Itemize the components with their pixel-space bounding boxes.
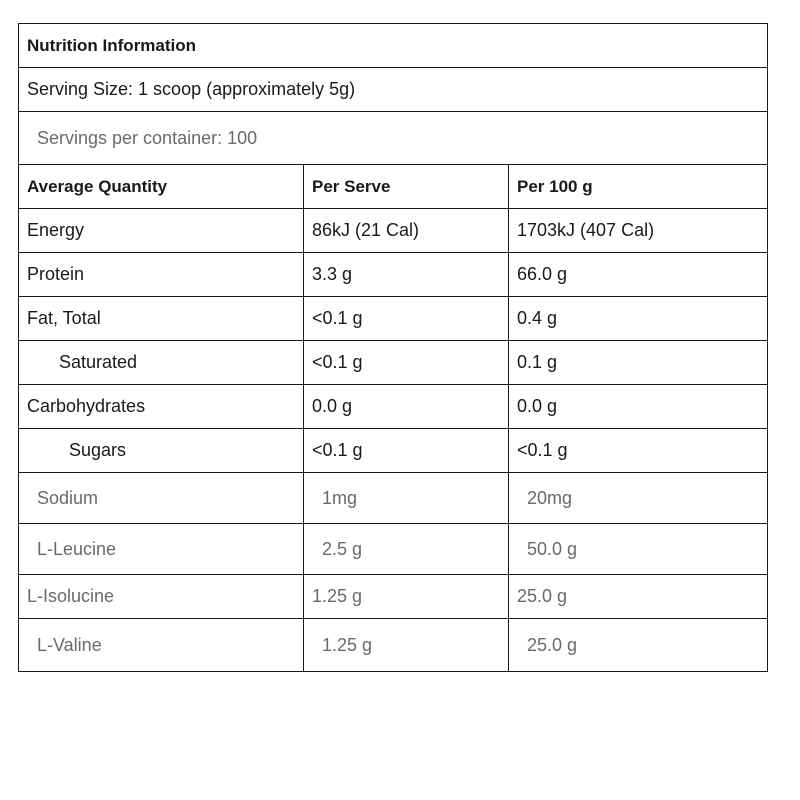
table-row (19, 253, 768, 297)
nutrient-name: Saturated (19, 341, 304, 385)
nutrient-name: Protein (19, 253, 304, 297)
per-serve-value: 2.5 g (304, 524, 509, 575)
nutrient-name: Energy (19, 209, 304, 253)
nutrient-name: L-Leucine (19, 524, 304, 575)
per-serve-value: 1.25 g (304, 619, 509, 672)
serving-size: Serving Size: 1 scoop (approximately 5g) (19, 68, 768, 112)
serving-size-row (19, 68, 768, 112)
table-row (19, 619, 768, 672)
per-serve-value: <0.1 g (304, 297, 509, 341)
nutrient-name: Sodium (19, 473, 304, 524)
servings-per-container-row (19, 112, 768, 165)
table-row (19, 385, 768, 429)
per-serve-value: 1mg (304, 473, 509, 524)
per-serve-value: <0.1 g (304, 429, 509, 473)
column-header-per-100g: Per 100 g (509, 165, 768, 209)
per-serve-value: 3.3 g (304, 253, 509, 297)
column-header-quantity: Average Quantity (19, 165, 304, 209)
nutrient-name: L-Valine (19, 619, 304, 672)
table-row (19, 524, 768, 575)
per-100g-value: 50.0 g (509, 524, 768, 575)
per-100g-value: 1703kJ (407 Cal) (509, 209, 768, 253)
nutrient-name: Fat, Total (19, 297, 304, 341)
table-row (19, 341, 768, 385)
table-title: Nutrition Information (19, 24, 768, 68)
table-row (19, 209, 768, 253)
servings-per-container: Servings per container: 100 (19, 112, 768, 165)
header-row (19, 165, 768, 209)
per-100g-value: 25.0 g (509, 575, 768, 619)
nutrient-name: Carbohydrates (19, 385, 304, 429)
per-serve-value: 0.0 g (304, 385, 509, 429)
nutrient-name: L-Isolucine (19, 575, 304, 619)
table-row (19, 297, 768, 341)
per-100g-value: 66.0 g (509, 253, 768, 297)
per-100g-value: 0.4 g (509, 297, 768, 341)
per-100g-value: 0.1 g (509, 341, 768, 385)
column-header-per-serve: Per Serve (304, 165, 509, 209)
per-100g-value: 0.0 g (509, 385, 768, 429)
per-100g-value: 25.0 g (509, 619, 768, 672)
title-row (19, 24, 768, 68)
table-row (19, 429, 768, 473)
per-serve-value: 1.25 g (304, 575, 509, 619)
per-serve-value: 86kJ (21 Cal) (304, 209, 509, 253)
per-serve-value: <0.1 g (304, 341, 509, 385)
per-100g-value: <0.1 g (509, 429, 768, 473)
table-row (19, 473, 768, 524)
per-100g-value: 20mg (509, 473, 768, 524)
nutrient-name: Sugars (19, 429, 304, 473)
nutrition-table (18, 23, 768, 672)
table-row (19, 575, 768, 619)
